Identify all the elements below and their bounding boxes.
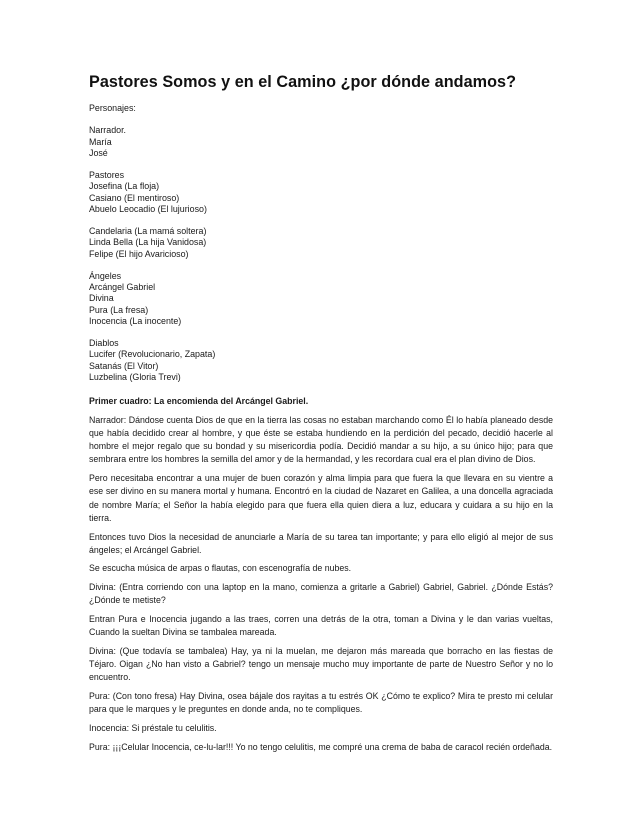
cast-line: Casiano (El mentiroso) xyxy=(89,192,180,203)
spacer xyxy=(89,114,553,125)
scene-heading: Primer cuadro: La encomienda del Arcángel Gabriel. xyxy=(89,396,309,406)
cast-line: Narrador. xyxy=(89,125,126,136)
paragraph: Pura: (Con tono fresa) Hay Divina, osea bájale dos rayitas a tu estrés OK ¿Cómo te explico? Mira te presto mi celular para que le marques y le preguntes en donde anda, no te compliques. xyxy=(89,691,553,715)
cast-line: Divina xyxy=(89,293,114,304)
paragraph: Divina: (Que todavía se tambalea) Hay, ya ni la muelan, me dejaron más mareada que borracho en las fiestas de Téjaro. Oigan ¿No han visto a Gabriel? tengo un mensaje mucho muy importante de parte de Nuestro Señor y no lo encuentro. xyxy=(89,645,553,683)
cast-line: Pura (La fresa) xyxy=(89,304,149,315)
cast-line: Abuelo Leocadio (El lujurioso) xyxy=(89,203,207,214)
cast-line: Satanás (El Vitor) xyxy=(89,360,159,371)
paragraph: Entonces tuvo Dios la necesidad de anunciarle a María de su tarea tan importante; y para ello eligió al mejor de sus ángeles; el Arcángel Gabriel. xyxy=(89,531,553,555)
cast-line: Candelaria (La mamá soltera) xyxy=(89,226,207,237)
cast-group-heading: Ángeles xyxy=(89,270,122,281)
cast-line: Josefina (La floja) xyxy=(89,181,160,192)
cast-line: Lucifer (Revolucionario, Zapata) xyxy=(89,349,216,360)
spacer xyxy=(89,159,553,170)
paragraph: Entran Pura e Inocencia jugando a las traes, corren una detrás de la otra, toman a Divina y le dan varias vueltas, Cuando la sueltan Divina se tambalea mareada. xyxy=(89,613,553,638)
cast-line: José xyxy=(89,147,108,158)
document-title: Pastores Somos y en el Camino ¿por dónde andamos? xyxy=(89,73,517,91)
paragraph: Divina: (Entra corriendo con una laptop en la mano, comienza a gritarle a Gabriel) Gabriel, Gabriel. ¿Dónde Estás? ¿Dónde te metiste? xyxy=(89,582,553,606)
characters-heading: Personajes: xyxy=(89,103,136,113)
paragraph: Pero necesitaba encontrar a una mujer de buen corazón y alma limpia para que fuera la que llevara en su vientre a ese ser divino en su manera mortal y humana. Encontró en la ciudad de Nazaret en Galilea, a una doncella agraciada de nombre María; el Señor la había elegido para que fuera ella quien diera a luz, educara y cuidara a su hijo en la tierra. xyxy=(89,473,553,523)
document-body xyxy=(89,72,553,754)
paragraph: Narrador: Dándose cuenta Dios de que en la tierra las cosas no estaban marchando como Él lo había planeado desde que había decidido crear al hombre, y que éste se estaba hundiendo en la perdición del pecado, decidió hacerle al hombre el mejor regalo que su bondad y su misericordia podía. Decidió mandar a su hijo, a su único hijo; para que sembrara entre los hombres la semilla del amor y de la hermandad, y les recordara cual era el plan divino de Dios. xyxy=(89,414,553,465)
spacer xyxy=(89,327,553,338)
paragraph: Pura: ¡¡¡Celular Inocencia, ce-lu-lar!!! Yo no tengo celulitis, me compré una crema de baba de caracol recién ordeñada. xyxy=(89,741,553,752)
cast-group-heading: Diablos xyxy=(89,338,119,349)
cast-line: Linda Bella (La hija Vanidosa) xyxy=(89,237,207,248)
cast-list xyxy=(89,103,553,383)
cast-line: Arcángel Gabriel xyxy=(89,282,156,293)
cast-line: Luzbelina (Gloria Trevi) xyxy=(89,371,181,382)
spacer xyxy=(89,260,553,271)
cast-line: María xyxy=(89,136,112,147)
cast-line: Felipe (El hijo Avaricioso) xyxy=(89,248,189,259)
cast-group-heading: Pastores xyxy=(89,170,125,181)
paragraph: Inocencia: Si préstale tu celulitis. xyxy=(89,722,217,733)
cast-line: Inocencia (La inocente) xyxy=(89,315,182,326)
spacer xyxy=(89,215,553,226)
paragraph: Se escucha música de arpas o flautas, con escenografía de nubes. xyxy=(89,563,352,574)
